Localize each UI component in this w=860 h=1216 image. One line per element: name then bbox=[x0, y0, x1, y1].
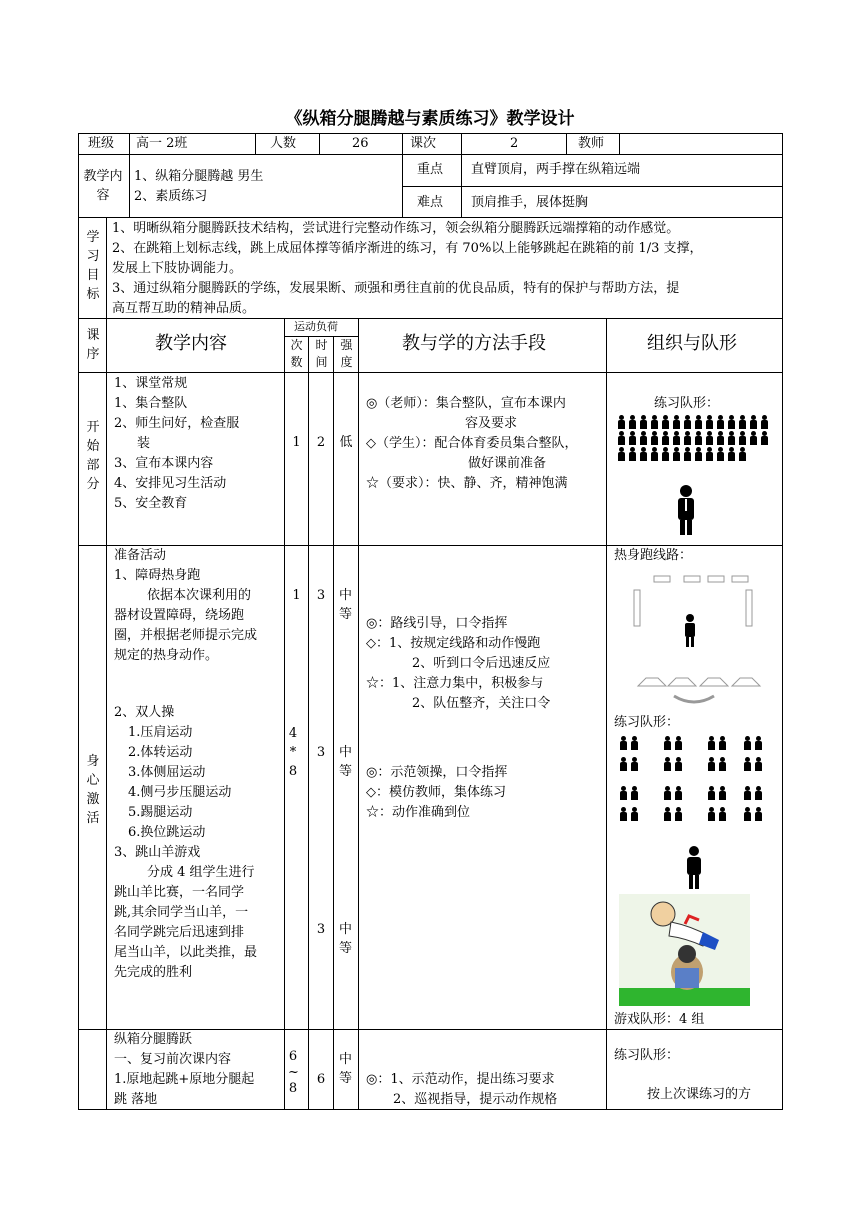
section1-method: ◇（学生）：配合体育委员集合整队， bbox=[366, 436, 578, 451]
section1-content: 4、安排见习生活动 bbox=[114, 476, 227, 491]
section1-intensity: 低 bbox=[339, 435, 353, 450]
intensity-header: 强度 bbox=[340, 338, 353, 369]
divider bbox=[619, 133, 620, 155]
section1-content: 装 bbox=[137, 436, 151, 451]
key-label: 重点 bbox=[417, 162, 444, 177]
leapfrog-game-image bbox=[619, 894, 750, 1006]
section2-label: 身心激活 bbox=[86, 754, 100, 826]
section1-content: 3、宣布本课内容 bbox=[114, 456, 214, 471]
section2-method1: 2、队伍整齐，关注口令 bbox=[412, 696, 551, 711]
section1-content: 1、课堂常规 bbox=[114, 376, 188, 391]
teacher-label: 教师 bbox=[578, 136, 605, 151]
divider bbox=[106, 217, 107, 319]
load-header: 运动负荷 bbox=[294, 320, 338, 333]
page-title: 《纵箱分腿腾越与素质练习》教学设计 bbox=[285, 109, 575, 129]
section2-content: 跳,其余同学当山羊，一 bbox=[114, 905, 249, 920]
section2-content: 2.体转运动 bbox=[128, 745, 193, 760]
section2-method1: ◎：路线引导，口令指挥 bbox=[366, 616, 508, 631]
content-label: 教学内容 bbox=[83, 169, 123, 203]
section2-duration1: 3 bbox=[316, 588, 326, 603]
divider bbox=[106, 318, 107, 1110]
section2-content: 4.侧弓步压腿运动 bbox=[128, 785, 232, 800]
section2-intensity3: 中等 bbox=[338, 922, 352, 956]
content-header: 教学内容 bbox=[155, 333, 227, 354]
section3-content: 纵箱分腿腾跃 bbox=[114, 1032, 193, 1047]
objectives-label: 学习目标 bbox=[86, 230, 100, 302]
section3-org-note: 按上次课练习的方 bbox=[647, 1087, 752, 1102]
objective-line: 2、在跳箱上划标志线，跳上成屈体撑等循序渐进的练习，有 70%以上能够跳起在跳箱的前 1/3 支撑， bbox=[112, 241, 703, 256]
section3-times: 6~8 bbox=[288, 1049, 299, 1096]
divider bbox=[461, 133, 462, 155]
pairs-formation-icon bbox=[618, 735, 778, 822]
divider bbox=[255, 133, 256, 155]
divider bbox=[319, 133, 320, 155]
section2-duration3: 3 bbox=[316, 922, 326, 937]
section2-content: 分成 4 组学生进行 bbox=[147, 865, 255, 880]
objective-line: 3、通过纵箱分腿腾跃的学练，发展果断、顽强和勇往直前的优良品质，特有的保护与帮助方法，提 bbox=[112, 281, 680, 296]
section3-org-label: 练习队形： bbox=[614, 1048, 680, 1063]
section2-intensity2: 中等 bbox=[338, 745, 352, 779]
divider bbox=[129, 133, 130, 155]
section2-content: 器材设置障碍，绕场跑 bbox=[114, 608, 245, 623]
section1-method: ◎（老师）：集合整队，宣布本课内 bbox=[366, 396, 566, 411]
section2-org-label2: 练习队形： bbox=[614, 715, 680, 730]
section1-duration: 2 bbox=[316, 435, 326, 450]
section2-times1: 1 bbox=[292, 588, 301, 603]
section2-content: 3、跳山羊游戏 bbox=[114, 845, 201, 860]
section2-duration2: 3 bbox=[316, 745, 326, 760]
section2-intensity1: 中等 bbox=[338, 588, 352, 622]
section1-label: 开始部分 bbox=[86, 420, 100, 492]
times-header: 次数 bbox=[290, 338, 303, 369]
organization-header: 组织与队形 bbox=[647, 333, 737, 354]
section2-content: 1.压肩运动 bbox=[128, 725, 193, 740]
class-value: 高一 2班 bbox=[136, 136, 188, 151]
divider bbox=[358, 318, 359, 1110]
section3-content: 跳 落地 bbox=[114, 1092, 158, 1107]
section1-content: 2、师生问好，检查服 bbox=[114, 416, 240, 431]
section1-method: 容及要求 bbox=[465, 416, 518, 431]
content-item: 1、纵箱分腿腾越 男生 bbox=[134, 169, 264, 184]
section2-content: 准备活动 bbox=[114, 548, 167, 563]
section2-method1: 2、听到口令后迅速反应 bbox=[412, 656, 551, 671]
section3-intensity: 中等 bbox=[338, 1052, 352, 1086]
formation-students-icon bbox=[616, 414, 780, 462]
teacher-icon bbox=[686, 846, 702, 890]
divider bbox=[402, 186, 783, 187]
section2-method2: ◇：模仿教师，集体练习 bbox=[366, 785, 506, 800]
section2-content: 跳山羊比赛，一名同学 bbox=[114, 885, 245, 900]
section2-content: 5.踢腿运动 bbox=[128, 805, 193, 820]
divider bbox=[402, 133, 403, 155]
section2-content: 规定的热身动作。 bbox=[114, 648, 219, 663]
section2-content: 6.换位跳运动 bbox=[128, 825, 206, 840]
teacher-icon bbox=[675, 484, 697, 536]
content-item: 2、素质练习 bbox=[134, 189, 208, 204]
divider bbox=[606, 318, 607, 1110]
section1-content: 5、安全教育 bbox=[114, 496, 188, 511]
objective-line: 1、明晰纵箱分腿腾跃技术结构，尝试进行完整动作练习，领会纵箱分腿腾跃远端撑箱的动作感觉。 bbox=[112, 221, 680, 236]
section2-content: 圈，并根据老师提示完成 bbox=[114, 628, 258, 643]
section2-content: 2、双人操 bbox=[114, 705, 175, 720]
warmup-route-diagram bbox=[628, 570, 778, 710]
section2-times2: 4*8 bbox=[288, 726, 298, 779]
lesson-value: 2 bbox=[510, 136, 519, 151]
section3-method: ◎：1、示范动作，提出练习要求 bbox=[366, 1072, 555, 1087]
section2-content: 3.体侧屈运动 bbox=[128, 765, 206, 780]
section2-content: 名同学跳完后迅速到排 bbox=[114, 925, 245, 940]
section1-method: 做好课前准备 bbox=[468, 456, 547, 471]
difficulty-label: 难点 bbox=[417, 195, 444, 210]
divider bbox=[566, 133, 567, 155]
section2-method1: ◇：1、按规定线路和动作慢跑 bbox=[366, 636, 541, 651]
section1-org-label: 练习队形： bbox=[654, 396, 720, 411]
key-value: 直臂顶肩，两手撑在纵箱远端 bbox=[471, 162, 641, 177]
section3-method: 2、巡视指导，提示动作规格 bbox=[393, 1092, 558, 1107]
section2-content: 1、障碍热身跑 bbox=[114, 568, 201, 583]
class-label: 班级 bbox=[88, 136, 115, 151]
count-label: 人数 bbox=[270, 136, 297, 151]
section2-content: 先完成的胜利 bbox=[114, 965, 193, 980]
duration-header: 时间 bbox=[315, 338, 328, 369]
section3-content: 一、复习前次课内容 bbox=[114, 1052, 232, 1067]
section2-method2: ◎：示范领操，口令指挥 bbox=[366, 765, 508, 780]
divider bbox=[78, 372, 783, 373]
order-header: 课序 bbox=[86, 328, 100, 362]
section2-content: 依据本次课利用的 bbox=[147, 588, 252, 603]
section2-org-label1: 热身跑线路： bbox=[614, 548, 693, 563]
objective-line: 发展上下肢协调能力。 bbox=[112, 261, 243, 276]
section3-duration: 6 bbox=[316, 1072, 326, 1087]
divider bbox=[129, 154, 130, 218]
section3-content: 1.原地起跳+原地分腿起 bbox=[114, 1072, 255, 1087]
section2-content: 尾当山羊，以此类推，最 bbox=[114, 945, 258, 960]
section1-method: ☆（要求）：快、静、齐，精神饱满 bbox=[366, 476, 568, 491]
objective-line: 高互帮互助的精神品质。 bbox=[112, 301, 256, 316]
section1-times: 1 bbox=[292, 435, 301, 450]
method-header: 教与学的方法手段 bbox=[402, 333, 546, 354]
difficulty-value: 顶肩推手，展体挺胸 bbox=[471, 195, 589, 210]
section2-method2: ☆：动作准确到位 bbox=[366, 805, 471, 820]
section2-org-label3: 游戏队形：4 组 bbox=[614, 1012, 705, 1027]
section1-content: 1、集合整队 bbox=[114, 396, 188, 411]
count-value: 26 bbox=[352, 136, 369, 151]
section2-method1: ☆：1、注意力集中，积极参与 bbox=[366, 676, 544, 691]
lesson-label: 课次 bbox=[410, 136, 437, 151]
